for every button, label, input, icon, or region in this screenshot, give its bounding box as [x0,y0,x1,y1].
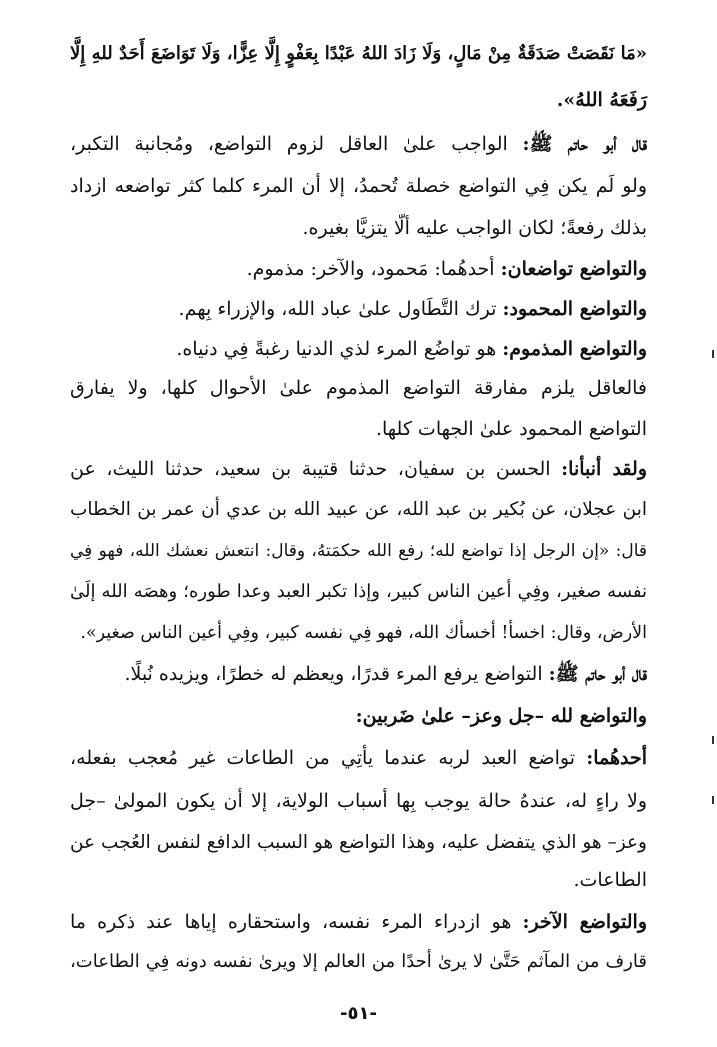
text-line: ولقد أنبأنا: الحسن بن سفيان، حدثنا قتيبة بن سعيد، حدثنا الليث، عن [70,458,648,480]
text-line: التواضع المحمود علىٰ الجهات كلها. [375,418,647,440]
text-line: أحدهُما: تواضع العبد لربه عندما يأتِي من الطاعات غير مُعجب بفعله، [70,747,647,769]
section-heading: والتواضع لله –جل وعز– علىٰ ضَربين: [355,705,647,727]
text-line: الأرض، وقال: اخسأ! أخسأك الله، فهو فِي نفسه كبير، وفِي أعين الناس صغير». [80,623,647,643]
text-line: الطاعات. [573,869,647,891]
margin-mark [712,796,714,804]
page-number: -٥١- [340,1003,377,1024]
term-label: والتواضع المحمود: [502,298,647,320]
hadith-line-1: «مَا نَقَصَتْ صَدَقَةٌ مِنْ مَالٍ، وَلَا زَادَ اللهُ عَبْدًا بِعَفْوٍ إِلَّا عِزًّا، وَلَا تَوَاضَعَ أَحَدٌ للهِ إِلَّا [70,43,647,64]
hadith-line-2: رَفَعَهُ اللهُ». [556,89,647,111]
text-line: قال أبو حاتم ﷺ: الواجب علىٰ العاقل لزوم التواضع، ومُجانبة التكبر، [70,133,648,155]
text-line: نفسه صغير، وفِي أعين الناس كبير، وإذا تكبر العبد وعدا طوره؛ وهصَه الله إلَىٰ [70,581,647,602]
text-line: فالعاقل يلزم مفارقة التواضع المذموم علىٰ الأحوال كلها، ولا يفارق [70,377,647,399]
speaker-label: قال أبو حاتم ﷺ: [548,663,647,685]
text-line: ولا راءٍ له، عندهُ حالة يوجب بِها أسباب الولاية، إلا أن يكون المولىٰ –جل [70,790,647,812]
text-line: ابن عجلان، عن بُكير بن عبد الله، عن عبيد الله بن عدي أن عمر بن الخطاب [70,499,647,520]
text-line: ولو لَم يكن فِي التواضع خصلة تُحمدُ، إلا أن المرء كلما كثر تواضعه ازداد [70,175,647,197]
term-label: والتواضع المذموم: [502,338,647,360]
text-line: والتواضع الآخر: هو ازدراء المرء نفسه، واستحقاره إياها عند ذكره ما [70,911,647,933]
term-label: أحدهُما: [586,747,647,769]
term-label: والتواضع الآخر: [522,911,647,933]
definition-line: والتواضع تواضعان: أحدهُما: مَحمود، والآخر: مذموم. [246,258,647,280]
definition-line: والتواضع المذموم: هو تواضُع المرء لذي الدنيا رغبةً فِي دنياه. [176,338,647,360]
definition-line: والتواضع المحمود: ترك التَّطَاول علىٰ عباد الله، والإزراء بِهم. [178,298,647,320]
speaker-label: قال أبو حاتم ﷺ: [522,133,648,155]
text-line: وعز– هو الذي يتفضل عليه، وهذا التواضع هو السبب الدافع لنفس العُجب عن [70,832,647,853]
narration-label: ولقد أنبأنا: [561,458,648,480]
term-label: والتواضع تواضعان: [500,258,647,280]
text-line: قال: «إن الرجل إذا تواضع لله؛ رفع الله حكمَتهُ، وقال: انتعش نعشك الله، فهو فِي [70,541,647,561]
margin-mark [712,736,714,744]
text-line: قارف من المآثم حَتَّىٰ لا يرىٰ أحدًا من العالم إلا ويرىٰ نفسه دونه فِي الطاعات، [70,951,647,972]
text-line: قال أبو حاتم ﷺ: التواضع يرفع المرء قدرًا، ويعظم له خطرًا، ويزيده نُبلًا. [124,663,647,685]
text-line: بذلك رفعةً؛ لكان الواجب عليه ألّا يتزيَّا بغيره. [302,217,647,239]
margin-mark [712,350,714,358]
